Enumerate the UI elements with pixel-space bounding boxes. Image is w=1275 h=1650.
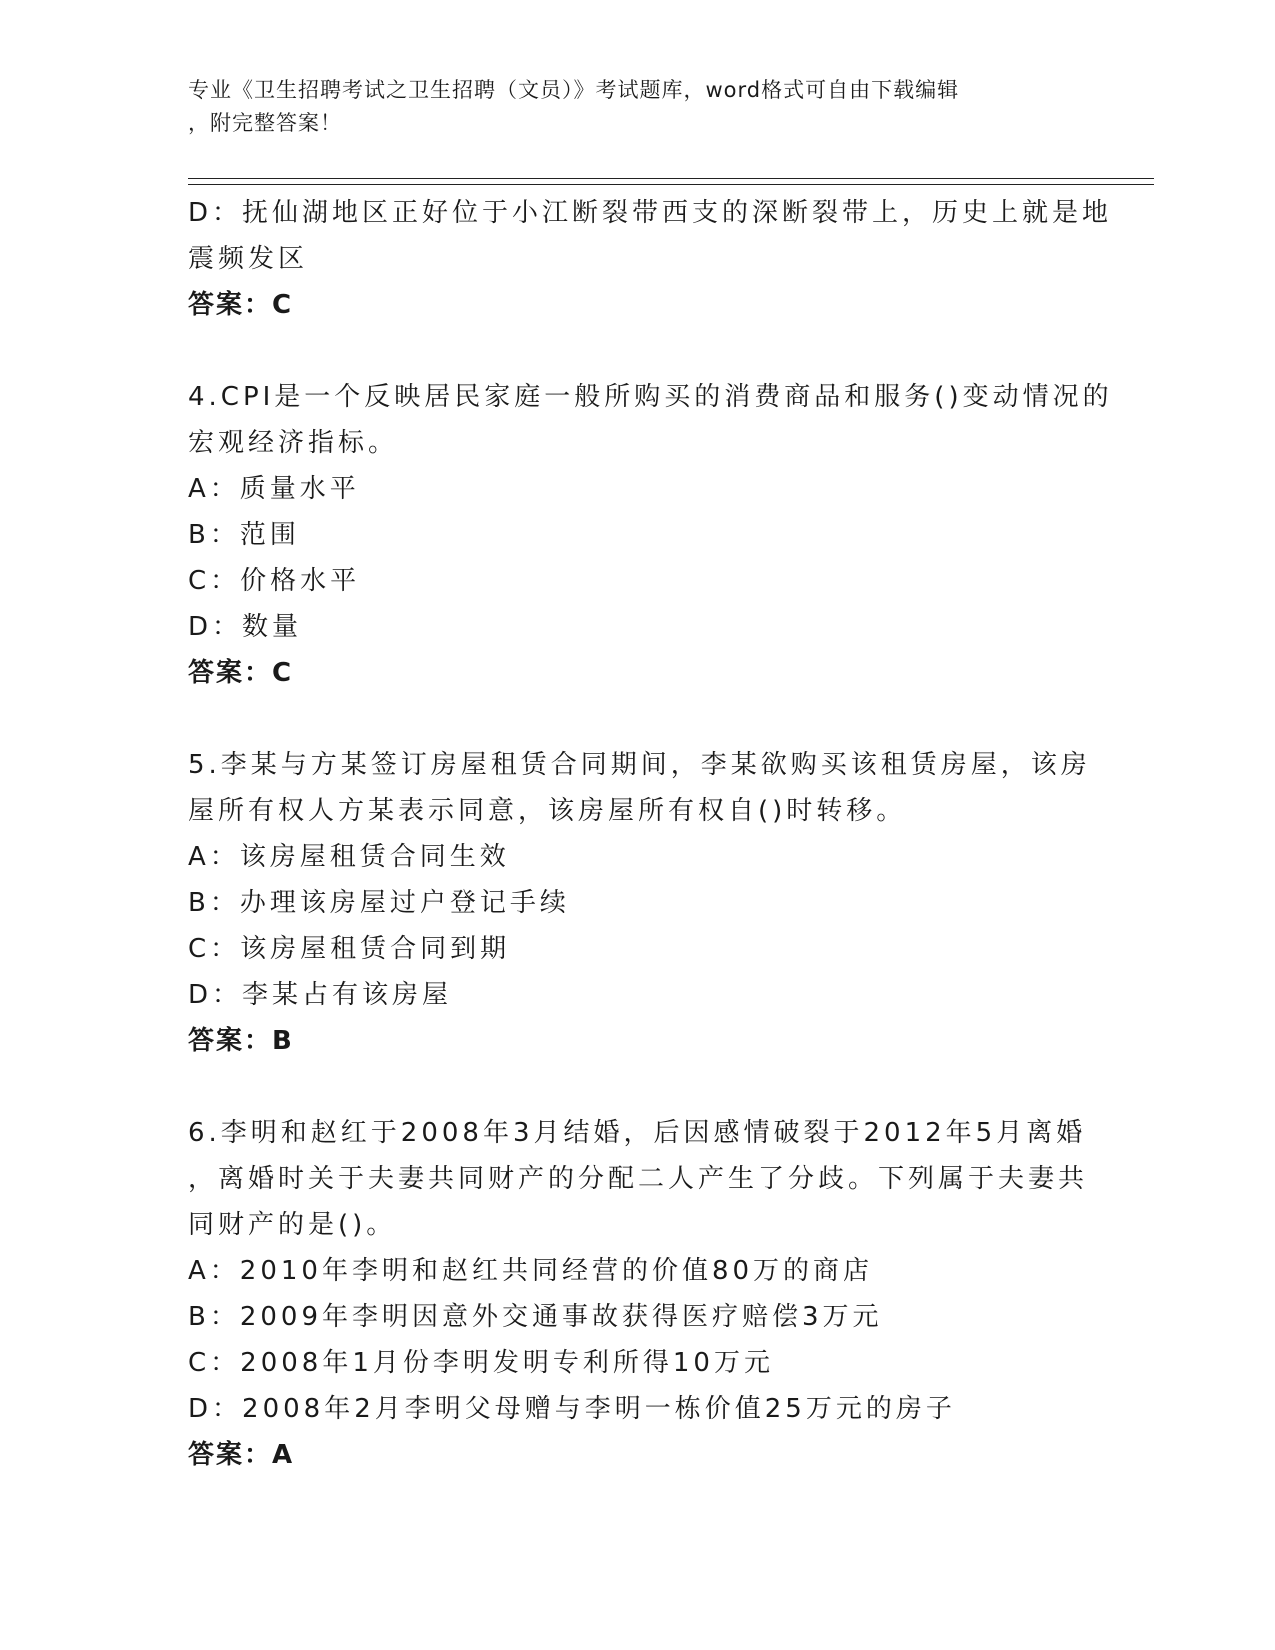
option-c: C：2008年1月份李明发明专利所得10万元 [188, 1348, 774, 1378]
question-4 [188, 374, 1113, 696]
option-c: C：该房屋租赁合同到期 [188, 934, 511, 964]
option-b: B：范围 [188, 520, 300, 550]
option-d-line-2: 震频发区 [188, 244, 309, 274]
header-divider-top [188, 178, 1154, 179]
question-stem-line: 屋所有权人方某表示同意，该房屋所有权自()时转移。 [188, 796, 907, 826]
answer-line: 答案：B [188, 1026, 294, 1056]
question-stem-line: 4.CPI是一个反映居民家庭一般所购买的消费商品和服务()变动情况的 [188, 382, 1113, 412]
option-a: A：质量水平 [188, 474, 360, 504]
option-d: D：2008年2月李明父母赠与李明一栋价值25万元的房子 [188, 1394, 956, 1424]
option-a: A：2010年李明和赵红共同经营的价值80万的商店 [188, 1256, 874, 1286]
question-3-continuation [188, 190, 1113, 328]
question-5 [188, 742, 1091, 1064]
option-b: B：2009年李明因意外交通事故获得医疗赔偿3万元 [188, 1302, 883, 1332]
question-stem-line: 5.李某与方某签订房屋租赁合同期间，李某欲购买该租赁房屋，该房 [188, 750, 1091, 780]
document-header [188, 74, 1088, 140]
spacer [188, 328, 1088, 374]
question-stem-line: 同财产的是()。 [188, 1210, 397, 1240]
spacer [188, 1064, 1088, 1110]
option-b: B：办理该房屋过户登记手续 [188, 888, 570, 918]
answer-line: 答案：C [188, 658, 294, 688]
answer-line: 答案：A [188, 1440, 295, 1470]
option-d: D：李某占有该房屋 [188, 980, 453, 1010]
spacer [188, 696, 1088, 742]
option-d-line-1: D：抚仙湖地区正好位于小江断裂带西支的深断裂带上，历史上就是地 [188, 198, 1113, 228]
question-6 [188, 1110, 1088, 1478]
option-a: A：该房屋租赁合同生效 [188, 842, 510, 872]
question-stem-line: 宏观经济指标。 [188, 428, 399, 458]
header-line-1: 专业《卫生招聘考试之卫生招聘（文员）》考试题库，word格式可自由下载编辑 [188, 78, 960, 102]
question-content [188, 190, 1113, 1478]
question-stem-line: ，离婚时关于夫妻共同财产的分配二人产生了分歧。下列属于夫妻共 [188, 1164, 1089, 1194]
question-stem-line: 6.李明和赵红于2008年3月结婚，后因感情破裂于2012年5月离婚 [188, 1118, 1087, 1148]
option-c: C：价格水平 [188, 566, 361, 596]
option-d: D：数量 [188, 612, 303, 642]
header-line-2: ，附完整答案！ [188, 111, 342, 135]
answer-line: 答案：C [188, 290, 294, 320]
header-divider-bottom [188, 184, 1154, 185]
